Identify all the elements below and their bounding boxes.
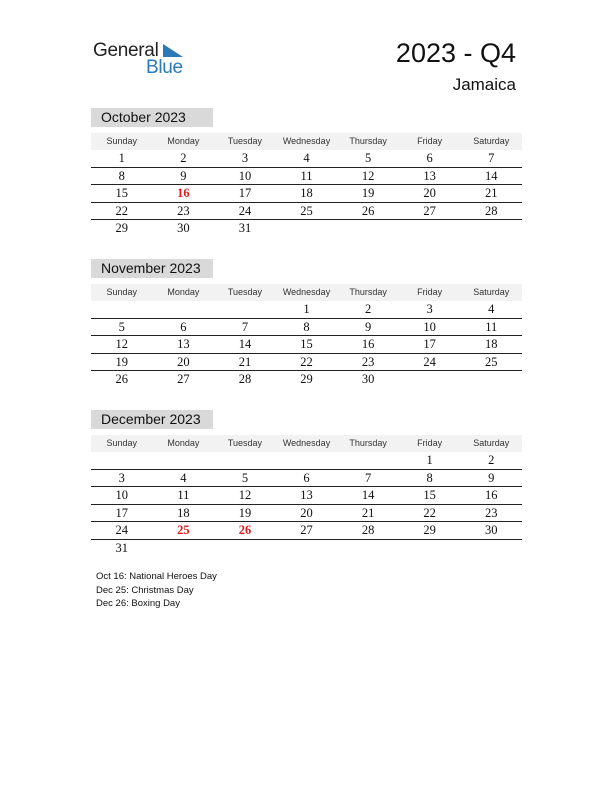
date-cell: 24 xyxy=(115,523,129,537)
date-cell: 14 xyxy=(361,488,375,502)
date-cell xyxy=(460,540,522,557)
date-cell xyxy=(399,540,461,557)
month-calendar-december xyxy=(91,410,522,556)
date-cell: 3 xyxy=(241,151,249,165)
date-cell: 21 xyxy=(238,354,252,369)
weekday-label: Tuesday xyxy=(227,438,263,448)
weekday-label: Thursday xyxy=(349,287,387,297)
date-cell: 25 xyxy=(300,203,313,218)
weekday-header-row xyxy=(91,435,522,452)
date-cell xyxy=(91,301,153,318)
weekday-label: Wednesday xyxy=(282,438,331,448)
date-cell xyxy=(91,452,153,469)
date-cell: 15 xyxy=(423,488,436,502)
date-cell: 31 xyxy=(115,540,129,555)
date-cell: 13 xyxy=(423,168,436,183)
date-cell: 19 xyxy=(238,505,252,520)
date-cell: 23 xyxy=(361,354,375,369)
date-cell xyxy=(214,301,276,318)
date-cell: 8 xyxy=(303,319,310,334)
date-cell: 26 xyxy=(361,203,375,218)
weekday-header-row xyxy=(91,133,522,150)
date-cell: 10 xyxy=(423,319,436,334)
date-cell: 18 xyxy=(177,505,190,520)
date-cell xyxy=(337,220,399,237)
date-cell: 1 xyxy=(426,453,433,467)
logo-text-blue: Blue xyxy=(146,57,183,78)
date-cell: 24 xyxy=(423,354,436,369)
week-row xyxy=(91,522,522,540)
date-cell: 13 xyxy=(300,488,313,502)
date-cell: 23 xyxy=(485,505,498,520)
week-row xyxy=(91,354,522,372)
week-row xyxy=(91,185,522,203)
date-cell: 22 xyxy=(423,505,436,520)
logo-triangle-icon xyxy=(161,44,183,58)
date-cell: 20 xyxy=(177,354,190,369)
date-cell: 6 xyxy=(303,470,310,485)
holiday-note: Dec 25: Christmas Day xyxy=(96,584,194,596)
holiday-notes xyxy=(96,570,217,611)
week-row xyxy=(91,336,522,354)
date-cell: 23 xyxy=(177,203,190,218)
weekday-label: Sunday xyxy=(106,136,138,146)
date-cell: 29 xyxy=(300,372,313,386)
month-label: October 2023 xyxy=(91,108,213,127)
date-cell: 12 xyxy=(361,168,375,183)
date-cell: 2 xyxy=(180,151,187,165)
weekday-label: Monday xyxy=(167,438,200,448)
date-cell xyxy=(214,452,276,469)
month-label: November 2023 xyxy=(91,259,213,278)
weekday-label: Saturday xyxy=(473,438,510,448)
week-row xyxy=(91,301,522,319)
date-cell xyxy=(153,540,215,557)
date-cell: 28 xyxy=(485,203,498,218)
date-cell xyxy=(276,452,338,469)
date-cell: 4 xyxy=(180,470,187,485)
date-cell xyxy=(214,540,276,557)
holiday-date-cell: 25 xyxy=(177,523,190,537)
weekday-header-row xyxy=(91,284,522,301)
weekday-label: Friday xyxy=(417,136,443,146)
date-cell: 12 xyxy=(238,488,252,502)
date-cell: 6 xyxy=(426,151,433,165)
date-cell: 5 xyxy=(118,319,125,334)
date-cell: 24 xyxy=(238,203,252,218)
date-cell: 4 xyxy=(488,302,495,316)
date-cell: 6 xyxy=(180,319,187,334)
week-row xyxy=(91,371,522,388)
month-calendar-november xyxy=(91,259,522,388)
date-cell: 29 xyxy=(115,221,129,235)
date-cell: 2 xyxy=(488,453,495,467)
date-cell: 19 xyxy=(361,186,375,200)
weekday-label: Thursday xyxy=(349,136,387,146)
date-cell: 9 xyxy=(488,470,495,485)
week-row xyxy=(91,470,522,488)
weekday-label: Monday xyxy=(167,136,200,146)
holiday-date-cell: 26 xyxy=(238,523,252,537)
weekday-label: Wednesday xyxy=(282,287,331,297)
date-cell: 27 xyxy=(177,372,190,386)
date-cell: 7 xyxy=(488,151,495,165)
week-row xyxy=(91,487,522,505)
date-cell: 12 xyxy=(115,337,129,351)
date-cell: 7 xyxy=(241,319,249,334)
date-cell: 3 xyxy=(426,302,433,316)
weekday-label: Saturday xyxy=(473,287,510,297)
weekday-label: Sunday xyxy=(106,438,138,448)
date-cell: 31 xyxy=(238,221,252,235)
date-cell xyxy=(337,452,399,469)
date-cell: 5 xyxy=(241,470,249,485)
weekday-label: Thursday xyxy=(349,438,387,448)
logo-text-general: General xyxy=(93,40,159,61)
date-cell: 19 xyxy=(115,354,129,369)
date-cell: 1 xyxy=(118,151,125,165)
date-cell: 10 xyxy=(238,168,252,183)
weekday-label: Friday xyxy=(417,438,443,448)
date-cell: 16 xyxy=(485,488,498,502)
date-cell: 10 xyxy=(115,488,129,502)
week-row xyxy=(91,168,522,186)
weekday-label: Tuesday xyxy=(227,136,263,146)
date-cell: 30 xyxy=(361,372,375,386)
date-cell: 18 xyxy=(485,337,498,351)
week-row xyxy=(91,505,522,523)
weekday-label: Tuesday xyxy=(227,287,263,297)
date-cell: 26 xyxy=(115,372,129,386)
date-cell: 17 xyxy=(238,186,252,200)
month-label: December 2023 xyxy=(91,410,213,429)
week-row xyxy=(91,319,522,337)
weekday-label: Friday xyxy=(417,287,443,297)
date-cell: 9 xyxy=(180,168,187,183)
date-cell: 30 xyxy=(485,523,498,537)
date-cell: 17 xyxy=(423,337,436,351)
date-cell: 11 xyxy=(485,319,498,334)
date-cell xyxy=(337,540,399,557)
date-cell: 15 xyxy=(300,337,313,351)
holiday-note: Dec 26: Boxing Day xyxy=(96,598,180,609)
date-cell: 22 xyxy=(300,354,313,369)
date-cell: 7 xyxy=(364,470,372,485)
date-cell: 20 xyxy=(423,186,436,200)
date-cell: 1 xyxy=(303,302,310,316)
date-cell: 5 xyxy=(364,151,372,165)
weekday-label: Wednesday xyxy=(282,136,331,146)
date-cell xyxy=(153,452,215,469)
date-cell: 17 xyxy=(115,505,129,520)
date-cell xyxy=(153,301,215,318)
date-cell: 30 xyxy=(177,221,190,235)
date-cell: 8 xyxy=(426,470,433,485)
date-cell: 25 xyxy=(485,354,498,369)
weekday-label: Sunday xyxy=(106,287,138,297)
date-cell xyxy=(399,371,461,388)
date-cell: 18 xyxy=(300,186,313,200)
month-calendar-october xyxy=(91,108,522,237)
date-cell xyxy=(460,220,522,237)
date-cell: 15 xyxy=(115,186,129,200)
date-cell: 11 xyxy=(177,488,190,502)
date-cell xyxy=(460,371,522,388)
date-cell xyxy=(276,220,338,237)
date-cell: 14 xyxy=(485,168,498,183)
date-cell: 3 xyxy=(118,470,125,485)
holiday-date-cell: 16 xyxy=(177,186,190,200)
date-cell: 28 xyxy=(361,523,375,537)
date-cell: 14 xyxy=(238,337,252,351)
date-cell: 29 xyxy=(423,523,436,537)
week-row xyxy=(91,452,522,470)
date-cell: 8 xyxy=(118,168,125,183)
holiday-note: Oct 16: National Heroes Day xyxy=(96,571,217,582)
date-cell: 13 xyxy=(177,337,190,351)
weekday-label: Monday xyxy=(167,287,200,297)
date-cell: 11 xyxy=(300,168,313,183)
date-cell: 20 xyxy=(300,505,313,520)
generalblue-logo xyxy=(93,40,193,80)
date-cell xyxy=(399,220,461,237)
date-cell: 4 xyxy=(303,151,310,165)
date-cell: 2 xyxy=(364,302,372,316)
date-cell: 27 xyxy=(423,203,436,218)
week-row xyxy=(91,220,522,237)
date-cell: 16 xyxy=(361,337,375,351)
date-cell: 21 xyxy=(361,505,375,520)
date-cell: 27 xyxy=(300,523,313,537)
date-cell xyxy=(276,540,338,557)
date-cell: 28 xyxy=(238,372,252,386)
page-title: 2023 - Q4 xyxy=(395,38,516,68)
week-row xyxy=(91,203,522,221)
week-row xyxy=(91,540,522,557)
date-cell: 9 xyxy=(364,319,372,334)
weekday-label: Saturday xyxy=(473,136,510,146)
date-cell: 21 xyxy=(485,186,498,200)
date-cell: 22 xyxy=(115,203,129,218)
week-row xyxy=(91,150,522,168)
country-name: Jamaica xyxy=(452,75,516,94)
